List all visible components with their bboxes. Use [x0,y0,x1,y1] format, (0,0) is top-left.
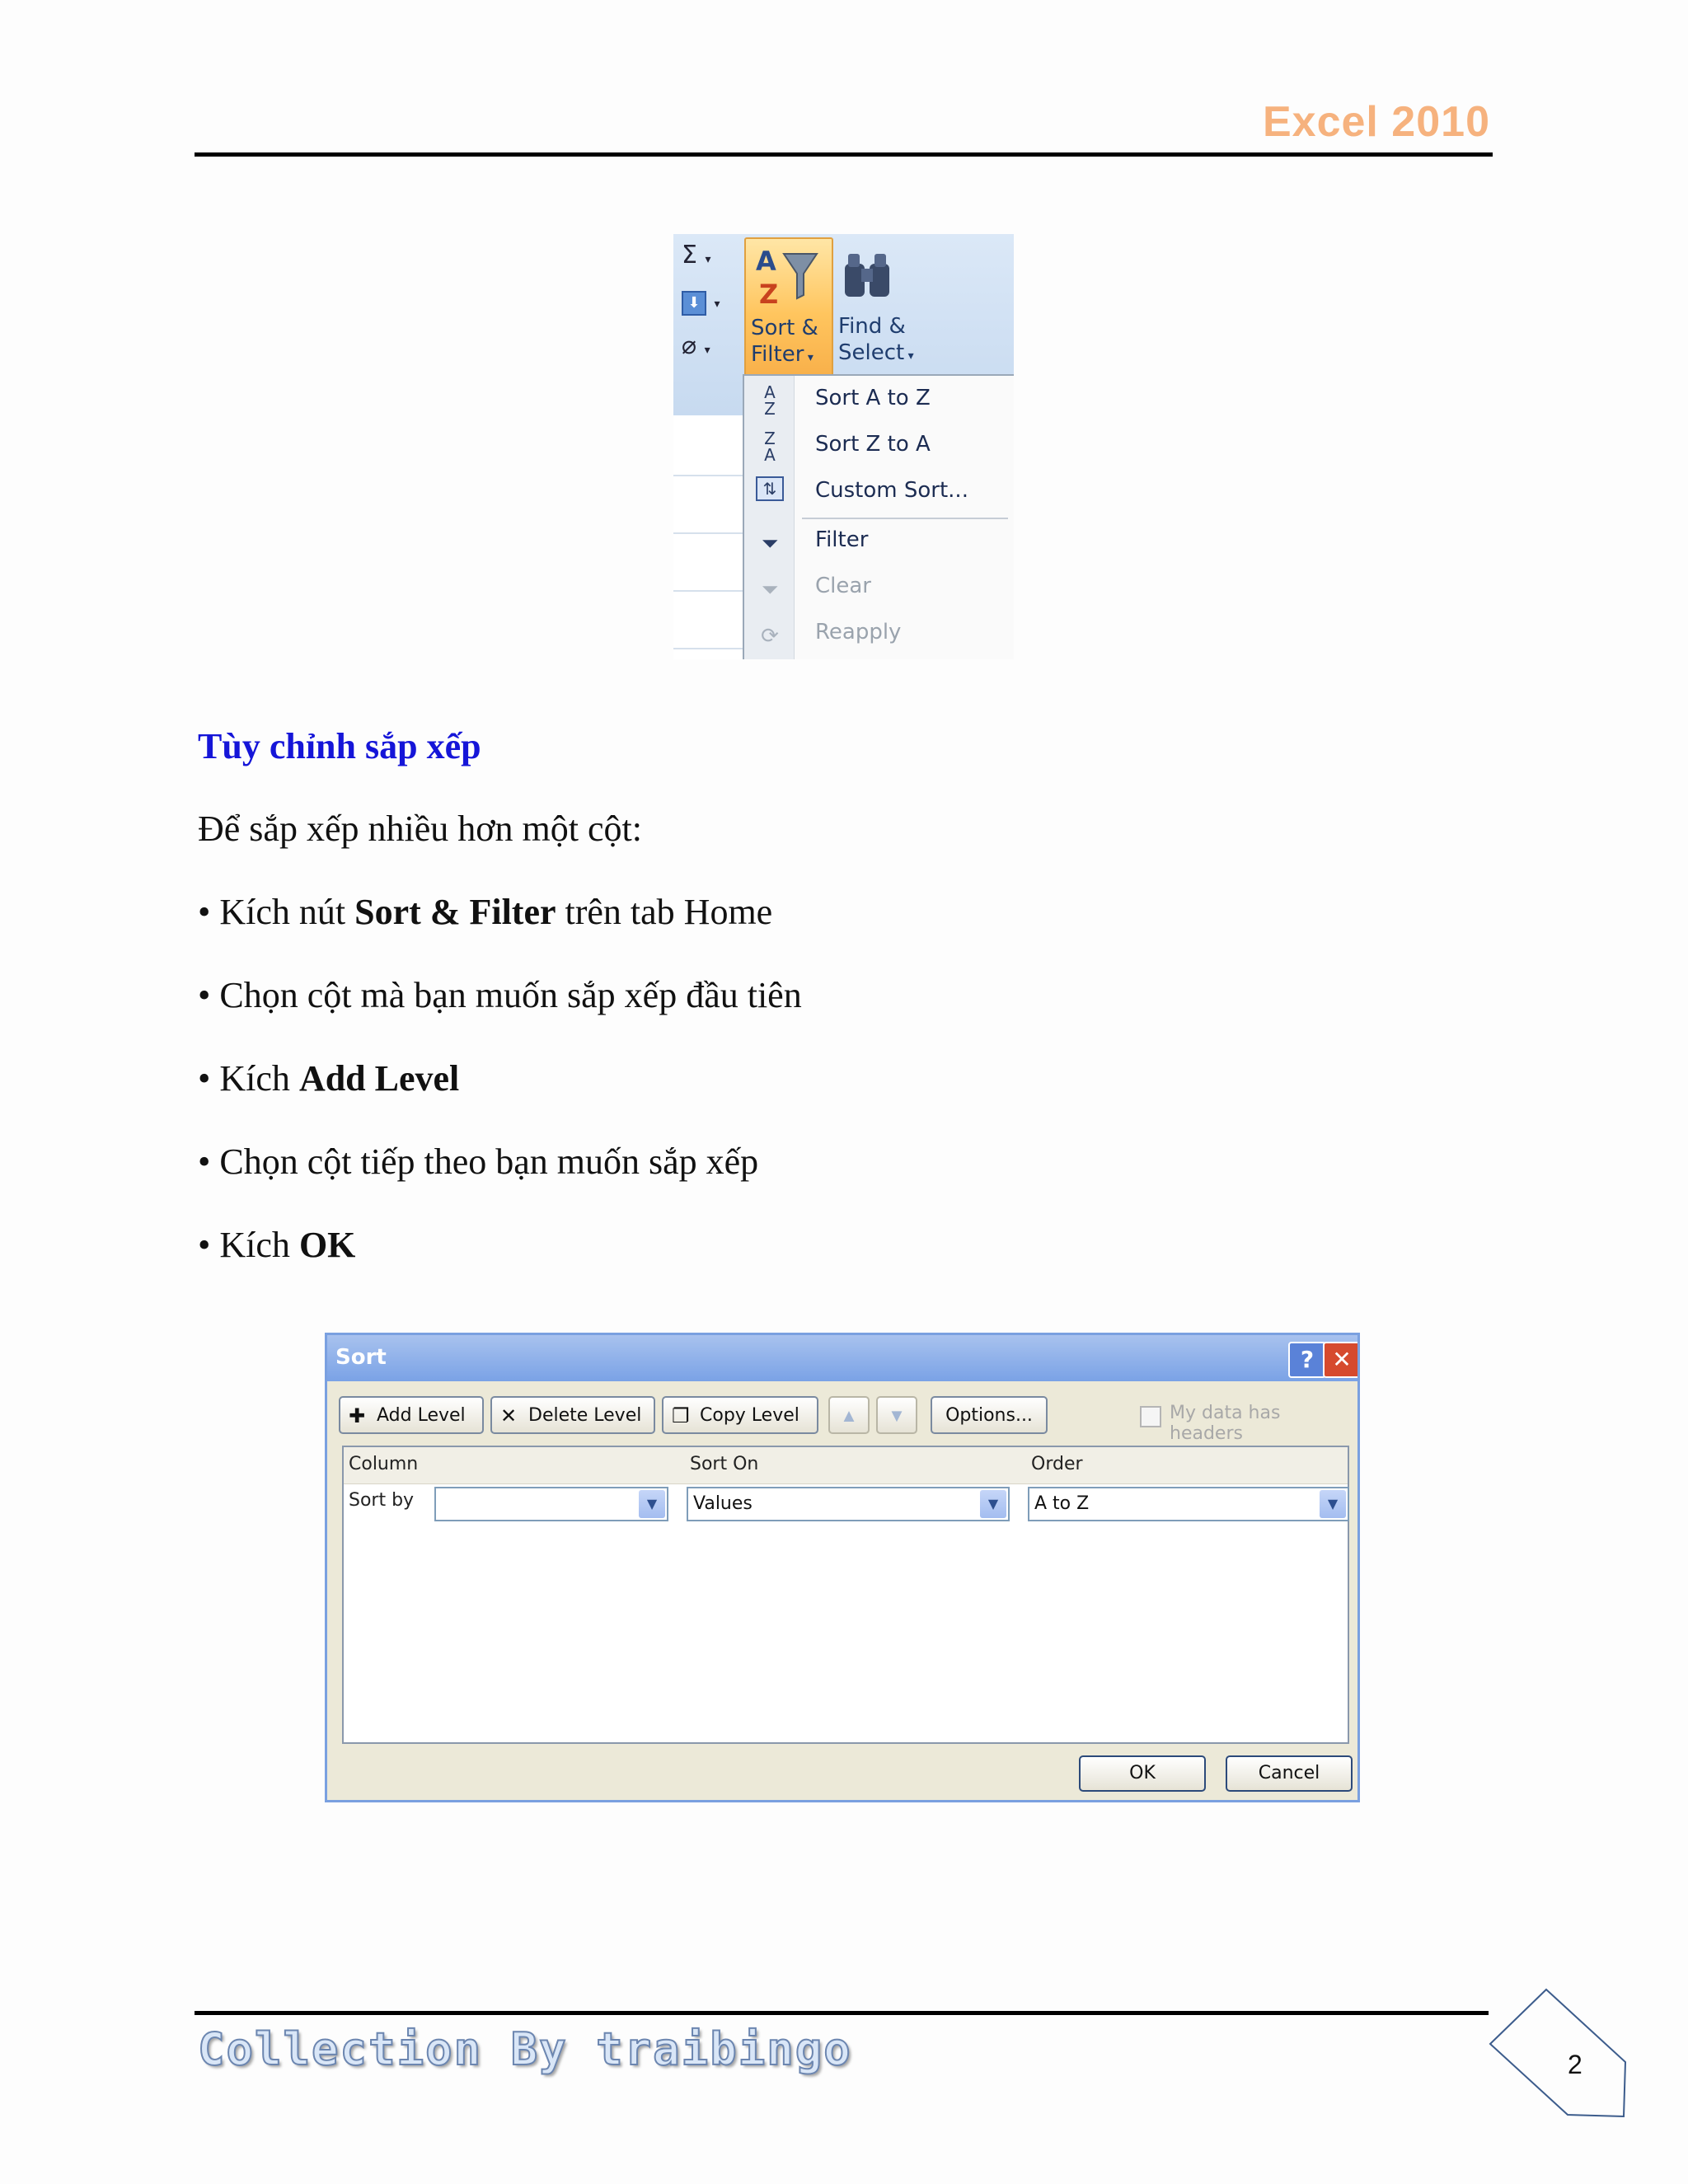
filter-icon: ⏷ [761,532,779,556]
menu-item-clear[interactable]: Clear [815,574,871,598]
sort-z-a-icon: Z A [764,429,776,465]
bullet-4: • Chọn cột tiếp theo bạn muốn sắp xếp [198,1141,759,1182]
chevron-down-icon: ▼ [980,1490,1006,1518]
sort-on-header: Sort On [690,1454,759,1474]
sort-filter-menu [743,374,1014,659]
move-up-button[interactable] [828,1396,870,1434]
bullet-3: • Kích Add Level [198,1058,460,1099]
ribbon-screenshot [673,234,1014,659]
menu-item-sort-a-z[interactable]: Sort A to Z [815,386,931,410]
column-select[interactable] [434,1487,668,1521]
help-button[interactable]: ? [1288,1342,1326,1378]
delete-level-button[interactable]: ✕ Delete Level [490,1396,655,1434]
add-level-button[interactable]: ✚ Add Level [339,1396,484,1434]
cancel-button[interactable]: Cancel [1226,1755,1353,1792]
fill-icon[interactable]: ⬇ ▾ [682,285,720,316]
svg-text:A: A [756,246,776,277]
menu-item-reapply[interactable]: Reapply [815,620,902,644]
column-header: Column [349,1454,419,1474]
find-select-label-2: Select ▾ [838,340,914,365]
add-level-icon: ✚ [349,1404,366,1427]
move-down-button[interactable] [876,1396,917,1434]
menu-item-filter[interactable]: Filter [815,527,869,552]
worksheet-grid [673,417,743,659]
reapply-filter-icon: ⟳ [761,624,779,649]
clear-eraser-icon[interactable]: ⌀ ▾ [682,331,710,360]
copy-level-button[interactable]: ❐ Copy Level [662,1396,818,1434]
arrow-down-icon: ▼ [888,1405,906,1426]
chevron-down-icon: ▼ [639,1490,665,1518]
sort-a-z-icon: A Z [764,382,776,419]
menu-item-custom-sort[interactable]: Custom Sort... [815,478,968,503]
headers-checkbox-label: My data has headers [1170,1403,1281,1444]
header-rule [195,152,1493,157]
footer-brand: Collection By traibingo [198,2023,852,2075]
page-number-shape [1489,1986,1629,2126]
footer-rule [195,2011,1489,2015]
copy-icon: ❐ [672,1404,690,1427]
document-title: Excel 2010 [1262,98,1490,146]
binoculars-icon [840,246,898,303]
bullet-5: • Kích OK [198,1225,356,1265]
arrow-up-icon: ▲ [840,1405,858,1426]
sort-on-select[interactable]: Values ▼ [687,1487,1010,1521]
sort-filter-label-1: Sort & [751,316,818,340]
bullet-2: • Chọn cột mà bạn muốn sắp xếp đầu tiên [198,975,802,1015]
page-number: 2 [1568,2050,1582,2079]
ok-button[interactable]: OK [1079,1755,1206,1792]
sort-filter-button[interactable] [744,237,833,377]
find-select-button[interactable] [832,237,922,374]
order-header: Order [1031,1454,1083,1474]
sort-filter-icon [754,244,820,310]
options-button[interactable]: Options... [931,1396,1048,1434]
clear-filter-icon: ⏷ [761,578,779,602]
close-button[interactable]: ✕ [1323,1342,1360,1378]
custom-sort-icon: ⇅ [756,476,784,509]
svg-text:Z: Z [759,279,779,310]
dialog-title: Sort [335,1345,387,1370]
delete-icon: ✕ [500,1404,518,1427]
headers-checkbox[interactable] [1140,1406,1161,1427]
section-heading: Tùy chỉnh sắp xếp [198,726,481,766]
menu-item-sort-z-a[interactable]: Sort Z to A [815,432,931,457]
sort-dialog [325,1333,1360,1802]
sort-levels-list [342,1446,1349,1744]
sort-filter-label-2: Filter ▾ [751,342,814,367]
dialog-titlebar [327,1335,1357,1381]
bullet-1: • Kích nút Sort & Filter trên tab Home [198,892,773,932]
order-select[interactable]: A to Z ▼ [1028,1487,1349,1521]
find-select-label-1: Find & [838,314,906,339]
sort-levels-header [344,1447,1348,1484]
sort-by-label: Sort by [349,1490,415,1511]
autosum-icon[interactable]: Σ ▾ [682,241,711,269]
chevron-down-icon: ▼ [1320,1490,1346,1518]
intro-text: Để sắp xếp nhiều hơn một cột: [198,808,642,849]
